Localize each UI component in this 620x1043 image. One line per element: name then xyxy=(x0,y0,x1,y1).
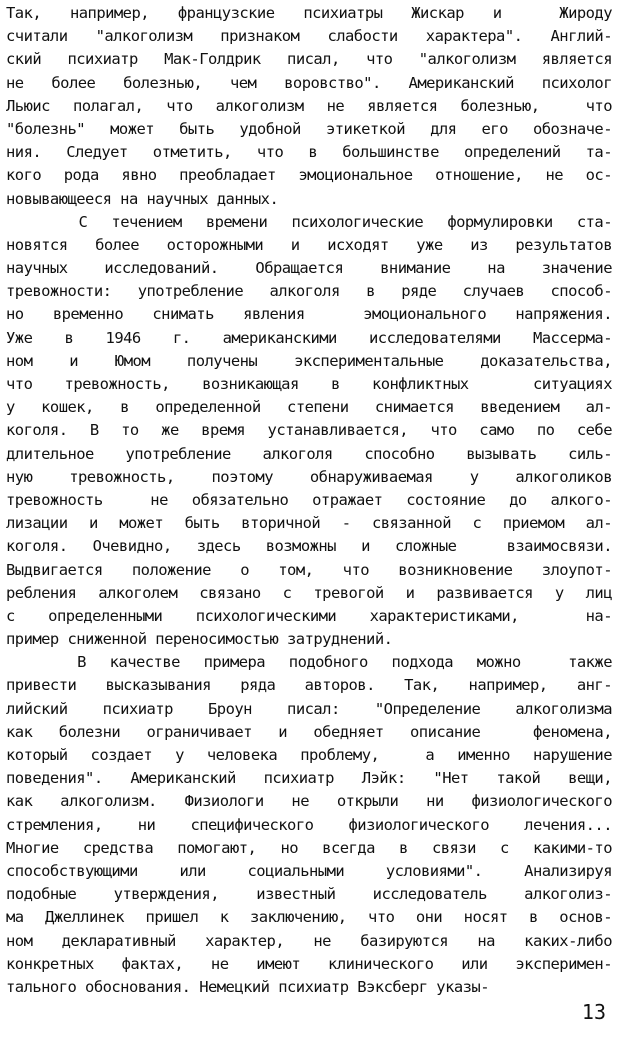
text-line: Многие средства помогают, но всегда в связи с какими-то xyxy=(6,838,612,857)
text-line: подобные утверждения, известный исследователь алкоголиз- xyxy=(6,885,612,904)
text-line: коголя. Очевидно, здесь возможны и сложные взаимосвязи. xyxy=(6,537,612,556)
text-line: лийский психиатр Броун писал: "Определение алкоголизма xyxy=(6,699,612,718)
text-line: у кошек, в определенной степени снимается введением ал- xyxy=(6,398,612,417)
text-line: как алкоголизм. Физиологи не открыли ни физиологического xyxy=(6,792,612,811)
text-line: не более болезнью, чем воровство". Американский психолог xyxy=(6,73,612,92)
text-line: новывающееся на научных данных. xyxy=(6,189,279,208)
text-line: научных исследований. Обращается внимание на значение xyxy=(6,259,612,278)
text-line: Уже в 1946 г. американскими исследователями Массерма- xyxy=(6,328,612,347)
text-line: Выдвигается положение о том, что возникновение злоупот- xyxy=(6,560,612,579)
text-line: новятся более осторожными и исходят уже из результатов xyxy=(6,235,612,254)
text-line: ния. Следует отметить, что в большинстве определений та- xyxy=(6,143,612,162)
text-line: который создает у человека проблему, а именно нарушение xyxy=(6,746,612,764)
text-line: длительное употребление алкоголя способно вызывать силь- xyxy=(6,444,612,463)
text-line: В качестве примера подобного подхода можно также xyxy=(6,653,612,672)
text-line: считали "алкоголизм признаком слабости характера". Англий- xyxy=(6,27,612,46)
text-line: привести высказывания ряда авторов. Так, например, анг- xyxy=(6,676,612,695)
text-line: с определенными психологическими характеристиками, на- xyxy=(6,606,612,625)
text-line: Льюис полагал, что алкоголизм не является болезнью, что xyxy=(6,96,612,115)
text-line: способствующими или социальными условиями". Анализируя xyxy=(6,861,612,880)
text-line: но временно снимать явления эмоционального напряжения. xyxy=(6,305,612,324)
text-line: поведения". Американский психиатр Лэйк: "Нет такой вещи, xyxy=(6,769,612,788)
text-line: как болезни ограничивает и обедняет описание феномена, xyxy=(6,722,612,741)
text-line: стремления, ни специфического физиологического лечения... xyxy=(6,815,612,834)
text-line: Так, например, французские психиатры Жискар и Жироду xyxy=(6,4,612,22)
body-text xyxy=(6,2,612,999)
text-line: С течением времени психологические формулировки ста- xyxy=(6,212,612,231)
text-line: ма Джеллинек пришел к заключению, что они носят в основ- xyxy=(6,908,612,927)
text-line: лизации и может быть вторичной - связанной с приемом ал- xyxy=(6,514,612,533)
text-line: тревожность не обязательно отражает состояние до алкого- xyxy=(6,490,612,509)
text-line: конкретных фактах, не имеют клинического или эксперимен- xyxy=(6,954,612,973)
text-line: коголя. В то же время устанавливается, что само по себе xyxy=(6,421,612,440)
text-line: "болезнь" может быть удобной этикеткой для его обозначе- xyxy=(6,119,612,138)
page-number: 13 xyxy=(581,1000,606,1024)
text-line: пример сниженной переносимостью затруднений. xyxy=(6,630,393,649)
text-line: тального обоснования. Немецкий психиатр Вэксберг указы- xyxy=(6,977,489,996)
text-line: тревожности: употребление алкоголя в ряде случаев способ- xyxy=(6,282,612,301)
text-line: кого рода явно преобладает эмоциональное отношение, не ос- xyxy=(6,166,612,185)
text-line: что тревожность, возникающая в конфликтных ситуациях xyxy=(6,375,612,393)
text-line: ную тревожность, поэтому обнаруживаемая у алкоголиков xyxy=(6,467,612,486)
text-line: ном декларативный характер, не базируются на каких-либо xyxy=(6,931,612,950)
text-line: ном и Юмом получены экспериментальные доказательства, xyxy=(6,351,612,370)
text-line: ребления алкоголем связано с тревогой и развивается у лиц xyxy=(6,583,612,602)
text-line: ский психиатр Мак-Голдрик писал, что "алкоголизм является xyxy=(6,50,612,69)
